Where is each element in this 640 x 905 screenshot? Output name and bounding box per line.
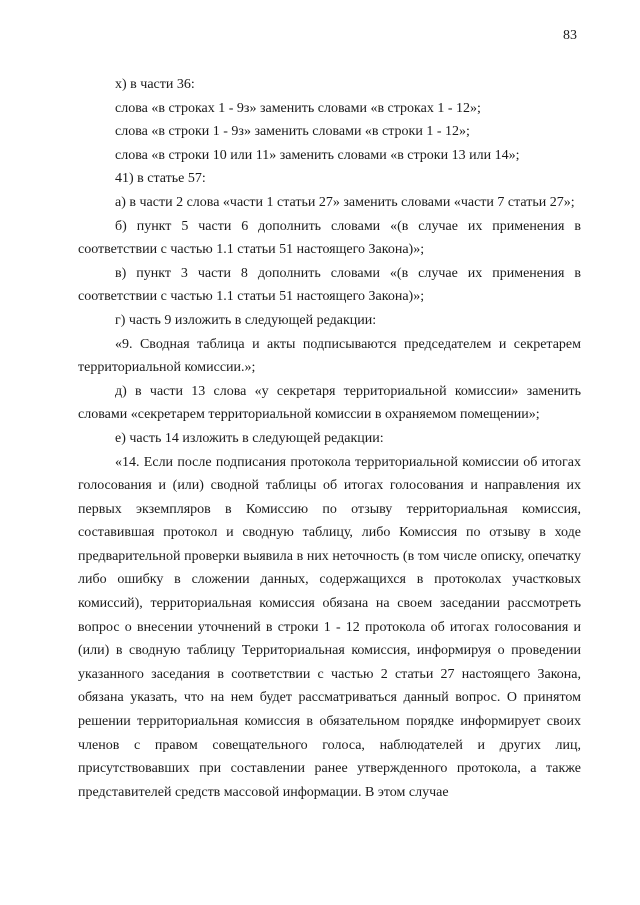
paragraph-replace-stroki-3: слова «в строки 10 или 11» заменить словами «в строки 13 или 14»;: [115, 147, 520, 163]
paragraph-item-b: б) пункт 5 части 6 дополнить словами «(в случае их применения в соответствии с частью 1.1 статьи 51 настоящего Закона)»;: [78, 218, 581, 258]
paragraph-replace-stroki-1: слова «в строках 1 - 9з» заменить словами «в строках 1 - 12»;: [115, 100, 481, 116]
paragraph-item-x: х) в части 36:: [115, 77, 195, 92]
paragraph-item-a: а) в части 2 слова «части 1 статьи 27» заменить словами «части 7 статьи 27»;: [115, 194, 575, 210]
document-body: [78, 73, 581, 804]
paragraph-item-e: е) часть 14 изложить в следующей редакции:: [115, 430, 384, 446]
paragraph-item-v: в) пункт 3 части 8 дополнить словами «(в случае их применения в соответствии с частью 1.1 статьи 51 настоящего Закона)»;: [78, 265, 581, 305]
paragraph-replace-stroki-2: слова «в строки 1 - 9з» заменить словами «в строки 1 - 12»;: [115, 124, 470, 140]
paragraph-part-14-text: «14. Если после подписания протокола территориальной комиссии об итогах голосования и (или) сводной таблицы об итогах голосования и направления их первых экземпляров в Комиссию по отзыву территориальная комиссия, составившая протокол и сводную таблицу, либо Комиссия по отзыву в ходе предварительной проверки выявила в них неточность (в том числе описку, опечатку либо ошибку в сложении данных, содержащихся в протоколах участковых комиссий), территориальная комиссия обязана на своем заседании рассмотреть вопрос о внесении уточнений в строки 1 - 12 протокола об итогах голосования и (или) в сводную таблицу Территориальная комиссия, информируя о проведении указанного заседания в соответствии с частью 2 статьи 27 настоящего Закона, обязана указать, что на нем будет рассматриваться данный вопрос. О принятом решении территориальная комиссия в обязательном порядке информирует своих членов с правом совещательного голоса, наблюдателей и других лиц, присутствовавших при составлении ранее утвержденного протокола, а также представителей средств массовой информации. В этом случае: [78, 454, 581, 800]
paragraph-item-g: г) часть 9 изложить в следующей редакции:: [115, 312, 377, 328]
page-number: 83: [563, 28, 577, 43]
paragraph-item-d: д) в части 13 слова «у секретаря территориальной комиссии» заменить словами «секретарем территориальной комиссии в охраняемом помещении»;: [78, 383, 581, 423]
paragraph-part-9-text: «9. Сводная таблица и акты подписываются председателем и секретарем территориальной комиссии.»;: [78, 336, 581, 376]
paragraph-article-57: 41) в статье 57:: [115, 171, 206, 187]
